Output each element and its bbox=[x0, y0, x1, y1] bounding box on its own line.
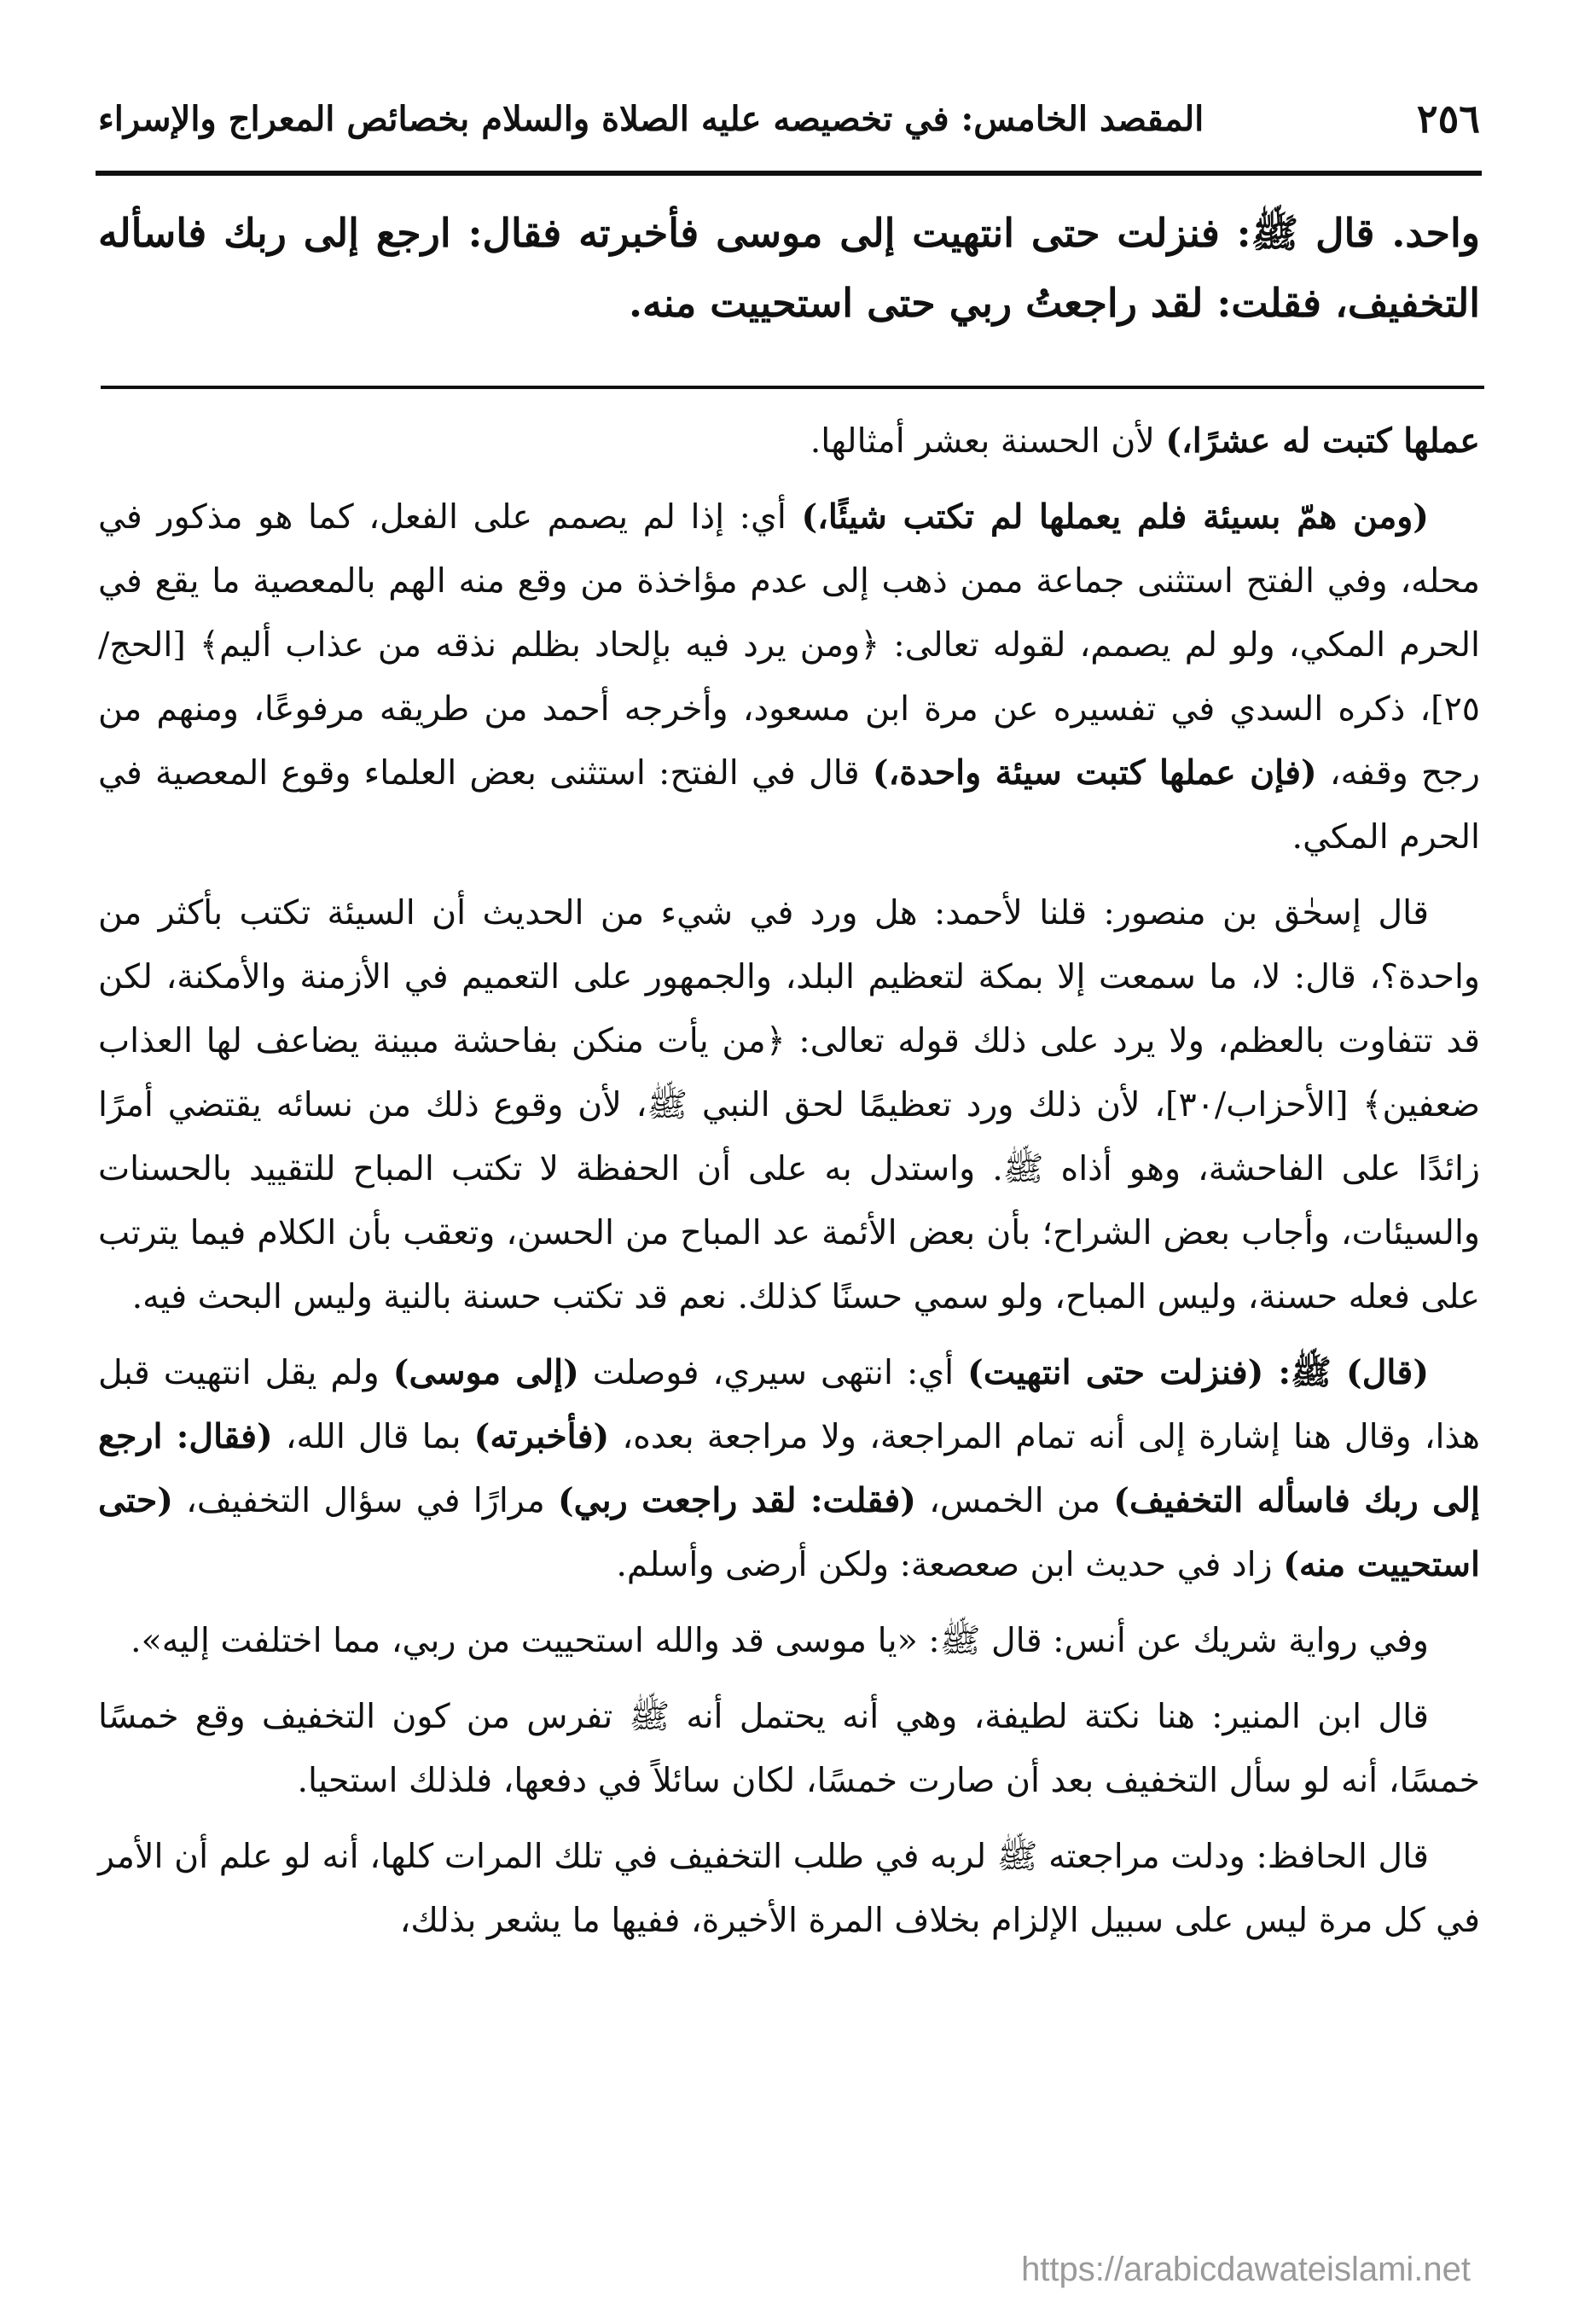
commentary-paragraph-3: قال إسحٰق بن منصور: قلنا لأحمد: هل ورد في شيء من الحديث أن السيئة تكتب بأكثر من واحدة؟، قال: لا، ما سمعت إلا بمكة لتعظيم البلد، والجمهور على التعميم في الأزمنة والأمكنة، لكن قد تتفاوت بالعظم، ولا يرد على ذلك قوله تعالى: ﴿من يأت منكن بفاحشة مبينة يضاعف لها العذاب ضعفين﴾ [الأحزاب/٣٠]، لأن ذلك ورد تعظيمًا لحق النبي ﷺ، لأن وقوع ذلك من نسائه يقتضي أمرًا زائدًا على الفاحشة، وهو أذاه ﷺ. واستدل به على أن الحفظة لا تكتب المباح للتقييد بالحسنات والسيئات، وأجاب بعض الشراح؛ بأن بعض الأئمة عد المباح من الحسن، وتعقب بأن الكلام فيما يترتب على فعله حسنة، وليس المباح، ولو سمي حسنًا كذلك. نعم قد تكتب حسنة بالنية وليس البحث فيه. bbox=[98, 893, 1481, 1316]
commentary-paragraph-1 bbox=[98, 410, 1480, 474]
commentary-paragraph-2 bbox=[98, 485, 1480, 869]
commentary-text: لأن الحسنة بعشر أمثالها. bbox=[810, 421, 1166, 461]
quoted-phrase: عملها كتبت له عشرًا،) bbox=[1165, 421, 1480, 461]
commentary-paragraph-4 bbox=[98, 1341, 1480, 1597]
header-rule bbox=[96, 171, 1482, 176]
commentary-text: قال في الفتح: استثنى بعض العلماء وقوع المعصية في الحرم المكي. bbox=[98, 753, 1480, 857]
commentary-text: بما قال الله، bbox=[272, 1417, 474, 1456]
quoted-phrase: (ومن همّ بسيئة فلم يعملها لم تكتب شيئًا،) bbox=[801, 497, 1429, 537]
commentary-paragraph-7: قال الحافظ: ودلت مراجعته ﷺ لربه في طلب التخفيف في تلك المرات كلها، أنه لو علم أن الأمر في كل مرة ليس على سبيل الإلزام بخلاف المرة الأخيرة، ففيها ما يشعر بذلك، bbox=[98, 1837, 1480, 1940]
running-header bbox=[98, 96, 1480, 155]
quoted-phrase: (قال) ﷺ: (فنزلت حتى انتهيت) bbox=[967, 1353, 1430, 1392]
commentary-text: من الخمس، bbox=[915, 1481, 1114, 1520]
quoted-phrase: (حتى استحييت منه) bbox=[98, 1481, 1480, 1584]
main-text bbox=[98, 198, 1480, 338]
commentary-text: زاد في حديث ابن صعصعة: ولكن أرضى وأسلم. bbox=[616, 1545, 1284, 1584]
commentary-text: مرارًا في سؤال التخفيف، bbox=[172, 1481, 558, 1520]
page-number: ٢٥٦ bbox=[1416, 96, 1480, 142]
commentary-paragraph-6: قال ابن المنير: هنا نكتة لطيفة، وهي أنه يحتمل أنه ﷺ تفرس من كون التخفيف وقع خمسًا خمسًا، أنه لو سأل التخفيف بعد أن صارت خمسًا، لكان سائلاً في دفعها، فلذلك استحيا. bbox=[98, 1697, 1480, 1800]
commentary-text: أي: انتهى سيري، فوصلت bbox=[578, 1353, 968, 1392]
quoted-phrase: (فإن عملها كتبت سيئة واحدة،) bbox=[872, 753, 1317, 793]
commentary-text: أي: إذا لم يصمم على الفعل، كما هو مذكور في محله، وفي الفتح استثنى جماعة ممن ذهب إلى عدم مؤاخذة من وقع منه الهم بالمعصية ما يقع في الحرم المكي، ولو لم يصمم، لقوله تعالى: ﴿ومن يرد فيه بإلحاد بظلم نذقه من عذاب أليم﴾ [الحج/٢٥]، ذكره السدي في تفسيره عن مرة ابن مسعود، وأخرجه أحمد من طريقه مرفوعًا، ومنهم من رجح وقفه، bbox=[98, 497, 1480, 793]
quoted-phrase: (فأخبرته) bbox=[473, 1417, 610, 1456]
commentary bbox=[98, 410, 1480, 1965]
commentary-paragraph-5: وفي رواية شريك عن أنس: قال ﷺ: «يا موسى قد والله استحييت من ربي، مما اختلفت إليه». bbox=[131, 1621, 1429, 1660]
section-divider bbox=[101, 386, 1484, 389]
quoted-phrase: (فقلت: لقد راجعت ربي) bbox=[557, 1481, 916, 1520]
quoted-phrase: (فقال: ارجع إلى ربك فاسأله التخفيف) bbox=[98, 1417, 1480, 1520]
quoted-phrase: (إلى موسى) bbox=[392, 1353, 579, 1392]
watermark-url: https://arabicdawateislami.net bbox=[1021, 2251, 1471, 2288]
commentary-text: ولم يقل انتهيت قبل هذا، وقال هنا إشارة إلى أنه تمام المراجعة، ولا مراجعة بعده، bbox=[98, 1353, 1480, 1456]
chapter-title: المقصد الخامس: في تخصيصه عليه الصلاة والسلام بخصائص المعراج والإسراء bbox=[98, 99, 1204, 139]
main-text-body: واحد. قال ﷺ: فنزلت حتى انتهيت إلى موسى فأخبرته فقال: ارجع إلى ربك فاسأله التخفيف، فقلت: لقد راجعتُ ربي حتى استحييت منه. bbox=[98, 210, 1480, 326]
